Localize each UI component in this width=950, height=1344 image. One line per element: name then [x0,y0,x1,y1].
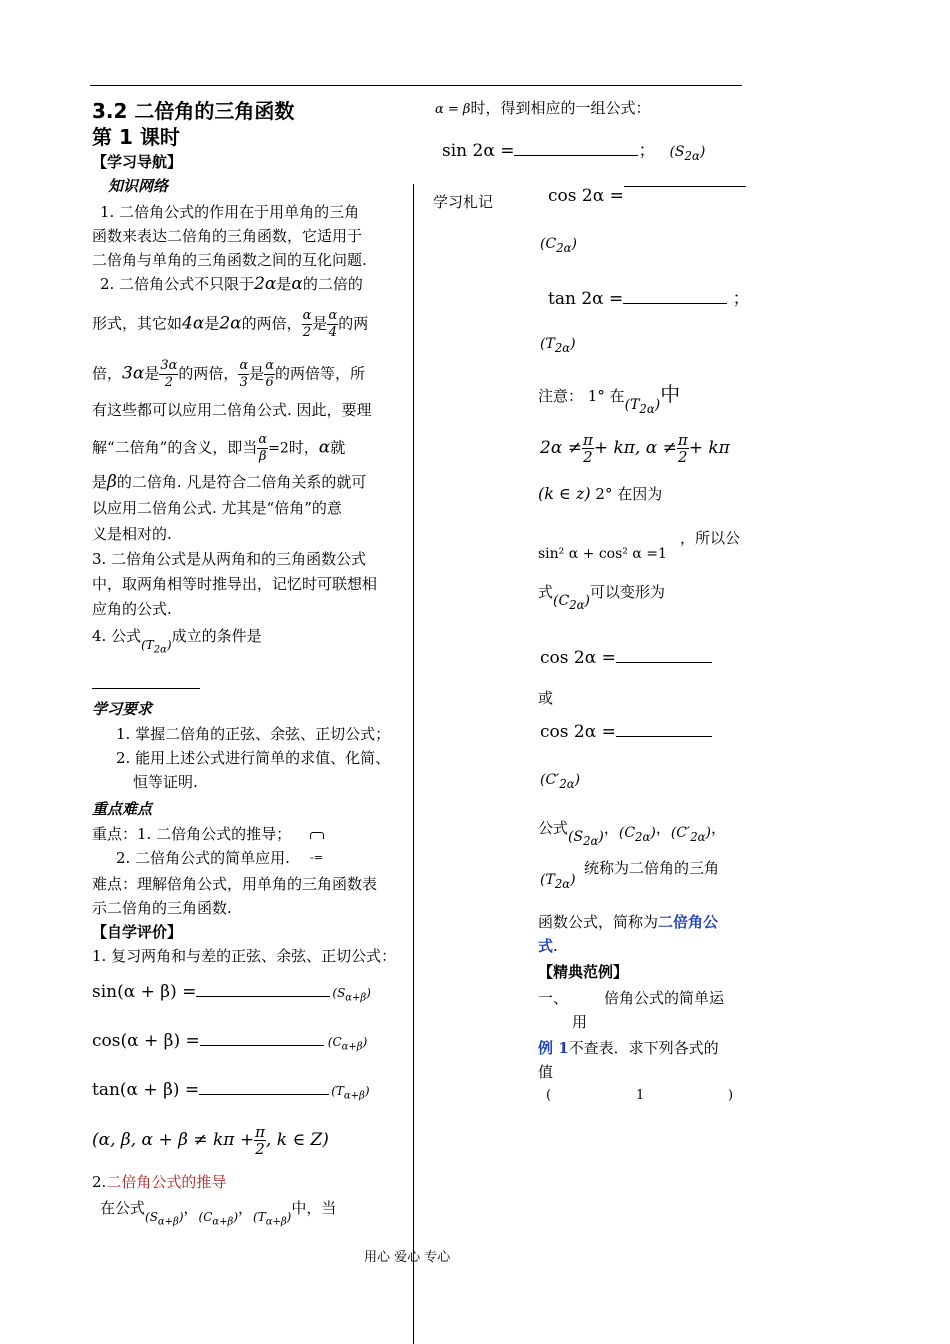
alpha-eq-beta: α = β [435,102,471,117]
self-eval-1: 1. 复习两角和与差的正弦、余弦、正切公式： [92,947,397,965]
line-text: . [553,937,558,955]
fraction: $\frac{\alpha}{3}$ [239,358,249,390]
p2-text: 就 [330,438,346,457]
derivation-heading: 二倍角公式的推导 [106,1173,227,1191]
requirement-1: 1. 掌握二倍角的正弦、余弦、正切公式； [116,725,391,743]
example-1 [538,1036,719,1060]
label-c2a-prime: $(C'_{2\alpha})$ [540,772,581,791]
condition-text: , k ∈ Z) [265,1130,329,1150]
para2-line7: 以应用二倍角公式. 尤其是“倍角”的意 [92,499,342,517]
formulas-line: 公式$(S_{2\alpha})$，$(C_{2\alpha})$，$(C'_{2\alpha})$， [538,819,726,848]
para2-line3: 倍，3α是 $\frac{3\alpha}{2}$ 的两倍， $\frac{\alpha}{3}$ 是 $\frac{\alpha}{6}$ 的两倍等，所 [92,358,365,390]
formula-tan-sum: $\tan(\alpha + \beta) = (T_{\alpha+\beta})$ [92,1080,370,1102]
condition-text: (α, β, α + β ≠ kπ + [92,1130,255,1150]
p4-text: 4. 公式 [92,627,142,645]
line-text: 中，当 [291,1199,337,1217]
p2-text: 是 [312,314,328,333]
para2-line6: 是β的二倍角. 凡是符合二倍角关系的就可 [92,472,367,492]
item-number: 2. [92,1173,107,1191]
formula-symbol: (T [331,1084,344,1098]
example-1-cont: 值 [538,1063,554,1081]
p2-text: 形式，其它如 [92,314,183,333]
note-text: 中 [660,382,681,406]
formula-symbol: (S [332,986,346,1000]
term-double-angle: 二倍角公 [658,913,719,931]
key-point-2: 2. 二倍角公式的简单应用. [116,849,290,867]
requirement-2-cont: 恒等证明. [133,773,198,791]
para1-line2: 函数来表达二倍角的三角函数，它适用于 [92,227,363,245]
line-text: 时，得到相应的一组公式： [470,99,651,117]
or-text: 或 [538,689,554,707]
formula-symbol: (T [540,336,555,352]
example-section-1 [538,986,724,1010]
answer-blank[interactable] [199,1094,329,1095]
label-t2a: $(T_{2\alpha})$ [540,336,576,355]
formula-symbol: (C [540,236,557,252]
formula-text: cos 2α = [540,722,616,742]
formula-text: tan(α + β) = [92,1080,200,1100]
p2-text: 的二倍的 [302,275,363,293]
note-condition [540,432,730,465]
formula-symbol: (C [327,1035,342,1049]
answer-blank[interactable] [514,155,638,156]
example-1-number: 1 [636,1088,645,1103]
formula-cos-sum: $\cos(\alpha + \beta) = (C_{\alpha+\beta})$ [92,1031,368,1053]
formula-text: cos(α + β) = [92,1031,200,1051]
formula-text: cos 2α = [540,648,616,668]
p2-text: 是 [204,314,220,333]
label-t2a-2: $(T_{2\alpha})$ [540,872,576,891]
p4-text: 成立的条件是 [171,627,262,645]
formula-sin2a: sin 2α = ； $(S_{2\alpha})$ [442,141,706,163]
note-label: 注意： [538,387,584,405]
note-line2 [538,482,662,506]
p2-text: 是 [92,473,108,491]
footer-text: 用心 爱心 专心 [364,1250,451,1265]
answer-blank[interactable] [200,1045,324,1046]
line-text: 公式 [538,819,569,837]
formula-text: sin(α + β) = [92,982,197,1002]
note-line3: ，所以公 [680,529,741,547]
notes-side-label: 学习札记 [433,193,494,211]
example-text: 不查表．求下列各式的 [568,1039,719,1057]
difficulty-line1: 难点：理解倍角公式，用单角的三角函数表 [92,875,378,893]
para2-line1: 2. 二倍角公式不只限于2α是α的二倍的 [100,274,363,294]
numerator: π [255,1123,265,1141]
right-top-line [435,96,650,122]
para3-line1: 3. 二倍角公式是从两角和的三角函数公式 [92,550,367,568]
section-heading: 倍角公式的简单运 [604,989,725,1007]
label-c2a: $(C_{2\alpha})$ [540,236,577,255]
fraction: $\frac{\alpha}{4}$ [328,308,338,340]
condition-text: + kπ, α ≠ [593,438,677,458]
p2-text: 解“二倍角”的含义，即当 [92,438,258,457]
p2-text: 是 [276,275,292,293]
term-double-angle: 式 [538,937,554,955]
unified-line: 统称为二倍角的三角 [584,859,720,877]
para4: 4. 公式$_{(T_{2\alpha})}$成立的条件是 [92,627,262,656]
para3-line2: 中，取两角相等时推导出，记忆时可联想相 [92,575,378,593]
subsection-keypoints: 重点难点 [92,800,153,818]
line-text: 函数公式，简称为 [538,913,659,931]
section-number: 一、 [538,989,569,1007]
answer-blank[interactable] [196,996,330,997]
name-line2 [538,934,558,958]
p2-text: 倍， [92,364,123,383]
p2-text: 的二倍角. 凡是符合二倍角关系的就可 [116,473,367,491]
para1-line3: 二倍角与单角的三角函数之间的互化问题. [92,251,367,269]
formula-symbol: (C′ [540,772,560,788]
p2-text: 是 [144,364,160,383]
subsection-requirements: 学习要求 [92,700,153,718]
formula-text: tan 2α = [548,289,624,309]
answer-blank[interactable] [624,186,746,187]
formula-text: cos 2α = [548,186,624,206]
key-point-1: 重点：1. 二倍角公式的推导； [92,825,292,843]
fraction: $\frac{3\alpha}{2}$ [160,358,178,390]
p2-text: 的两倍， [178,364,239,383]
column-divider [413,184,414,1344]
section-self-eval: 【自学评价】 [92,923,183,941]
formula-cos2a-variant1 [540,648,712,668]
line-text: 在公式 [100,1199,146,1217]
answer-blank[interactable] [616,736,712,737]
p2-text: 的两倍， [241,314,302,333]
difficulty-line2: 示二倍角的三角函数. [92,899,232,917]
p2-text: 2. 二倍角公式不只限于 [100,275,255,293]
para2-line8: 义是相对的. [92,525,172,543]
condition-text: + kπ [688,438,730,458]
fraction: $\frac{\alpha}{6}$ [265,358,274,390]
fraction: $\frac{\alpha}{2}$ [302,308,312,340]
formula-symbol: (S [669,144,685,160]
k-in-z: (k ∈ z) [538,484,591,503]
fraction-pi-2: $\frac{\pi}{2}$ [677,431,688,466]
name-line [538,910,718,934]
formula-cos2a [548,186,746,206]
example-1-paren-right: ) [728,1088,734,1103]
fraction-pi-2 [254,1124,266,1157]
identity: sin² α + cos² α =1 [538,546,667,562]
example-section-1-cont: 用 [572,1013,588,1031]
para1-line1: 1. 二倍角公式的作用在于用单角的三角 [100,203,360,221]
para3-line3: 应角的公式. [92,600,172,618]
blank-line [92,688,200,689]
self-eval-2-line2: 在公式$_{(S_{\alpha+\beta})}$，$_{(C_{\alpha+\beta})}$，$_{(T_{\alpha+\beta})}$中，当 [100,1199,337,1228]
formula-tan2a: tan 2α = ； [548,289,750,309]
p2-text: 的两 [338,314,369,333]
fraction: $\frac{\alpha}{\beta}$ [258,432,268,464]
answer-blank[interactable] [616,662,712,663]
answer-blank[interactable] [623,303,727,304]
decorative-mark-2: -= [310,851,323,864]
self-eval-2 [92,1170,226,1194]
denominator: 2 [255,1140,265,1158]
para2-line5: 解“二倍角”的含义，即当 $\frac{\alpha}{\beta}$ =2时，α就 [92,432,346,464]
example-1-paren-left: ( [546,1088,552,1103]
condition-line [92,1124,329,1157]
condition-text: 2α ≠ [540,438,582,458]
note-line4: 式$(C_{2\alpha})$可以变形为 [538,583,665,612]
p2-text: 时， [288,438,319,457]
note-text: 1° 在 [587,387,625,405]
note-text: 式 [538,583,554,601]
top-rule [90,85,742,86]
formula-cos2a-variant2 [540,722,712,742]
formula-sin-sum: $\sin(\alpha + \beta) = (S_{\alpha+\beta})$ [92,982,371,1004]
page-title: 3.2 二倍角的三角函数 [92,99,295,123]
fraction-pi-2: $\frac{\pi}{2}$ [582,431,593,466]
lesson-title: 第 1 课时 [92,125,180,149]
note-text: 2° 在因为 [595,485,663,503]
para2-line2: 形式，其它如4α是2α的两倍， $\frac{\alpha}{2}$ 是 $\frac{\alpha}{4}$ 的两 [92,308,369,340]
subsection-network: 知识网络 [108,177,169,195]
para2-line4: 有这些都可以应用二倍角公式. 因此，要理 [92,401,372,419]
requirement-2: 2. 能用上述公式进行简单的求值、化简、 [116,749,391,767]
p2-text: 的两倍等，所 [274,364,365,383]
example-label: 例 1 [538,1039,569,1057]
formula-text: sin 2α = [442,141,515,161]
p2-text: 是 [249,364,265,383]
section-guide: 【学习导航】 [92,153,183,171]
decorative-mark [310,832,324,839]
note-line1: 注意： 1° 在$(T_{2\alpha})$中 [538,382,681,416]
note-text: 可以变形为 [589,583,665,601]
section-examples: 【精典范例】 [538,963,629,981]
